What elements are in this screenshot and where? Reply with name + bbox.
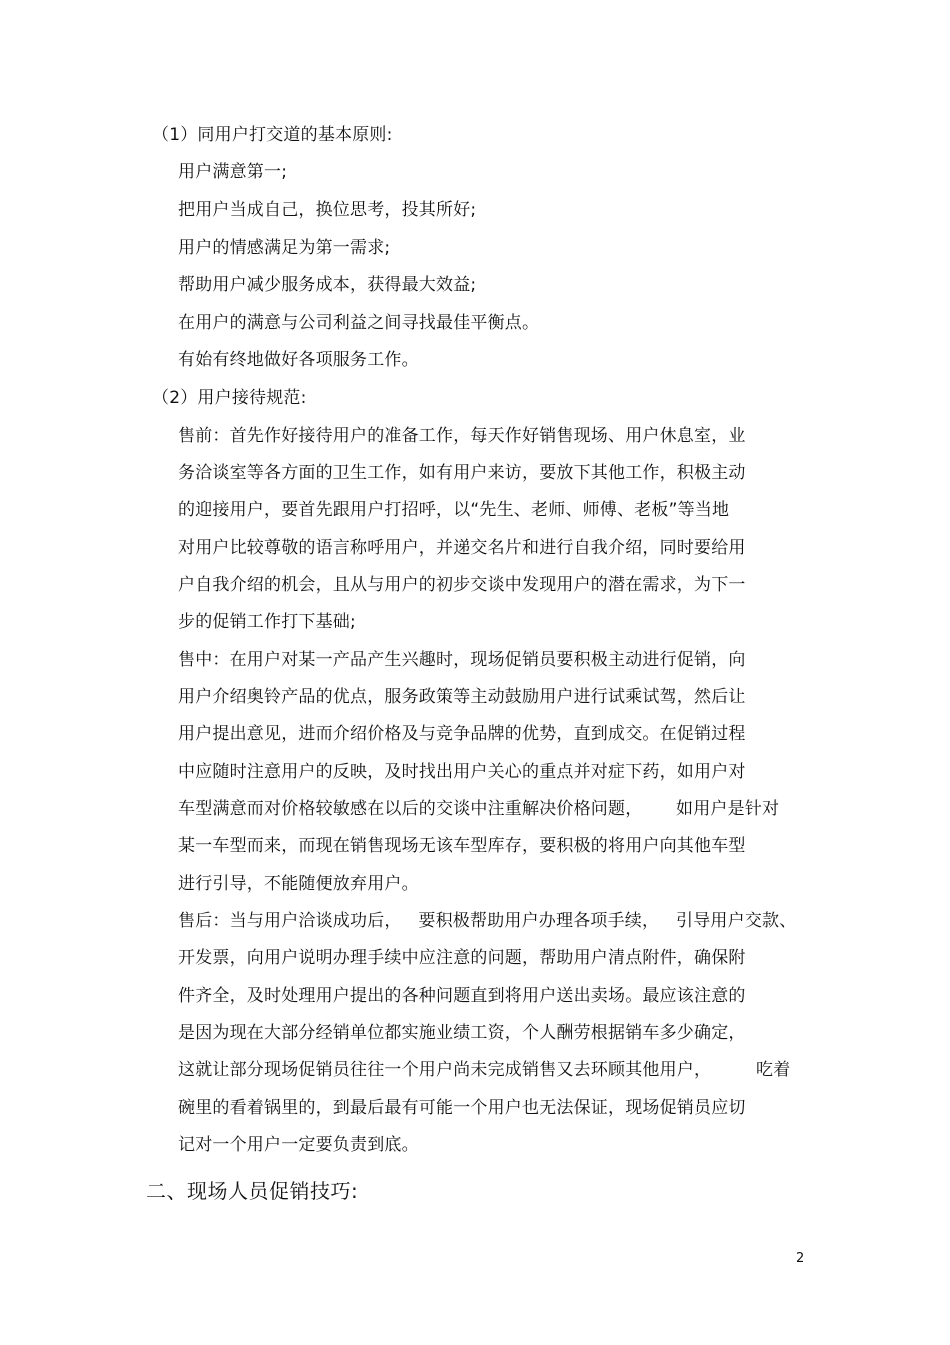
pre-sale-line-4: 对用户比较尊敬的语言称呼用户，并递交名片和进行自我介绍，同时要给用 [178, 538, 746, 558]
principle-item-5: 在用户的满意与公司利益之间寻找最佳平衡点。 [178, 313, 540, 333]
pre-sale-line-6: 步的促销工作打下基础; [178, 612, 356, 632]
in-sale-line-2: 用户介绍奥铃产品的优点，服务政策等主动鼓励用户进行试乘试驾，然后让 [178, 687, 746, 707]
principle-item-4: 帮助用户减少服务成本，获得最大效益; [178, 275, 477, 295]
after-sale-line-5: 这就让部分现场促销员往往一个用户尚未完成销售又去环顾其他用户， 吃着 [178, 1060, 791, 1080]
after-sale-line-2: 开发票，向用户说明办理手续中应注意的问题，帮助用户清点附件，确保附 [178, 948, 746, 968]
pre-sale-line-1: 售前：首先作好接待用户的准备工作，每天作好销售现场、用户休息室，业 [178, 426, 746, 446]
after-sale-line-3: 件齐全，及时处理用户提出的各种问题直到将用户送出卖场。最应该注意的 [178, 986, 746, 1006]
after-sale-line-1: 售后：当与用户洽谈成功后， 要积极帮助用户办理各项手续， 引导用户交款、 [178, 911, 797, 931]
in-sale-line-3: 用户提出意见，进而介绍价格及与竞争品牌的优势，直到成交。在促销过程 [178, 724, 746, 744]
section-heading: 二、现场人员促销技巧: [146, 1179, 359, 1203]
pre-sale-line-3: 的迎接用户，要首先跟用户打招呼，以“先生、老师、师傅、老板”等当地 [178, 500, 730, 520]
pre-sale-line-5: 户自我介绍的机会，且从与用户的初步交谈中发现用户的潜在需求，为下一 [178, 575, 746, 595]
in-sale-line-4: 中应随时注意用户的反映，及时找出用户关心的重点并对症下药，如用户对 [178, 762, 746, 782]
in-sale-line-6: 某一车型而来，而现在销售现场无该车型库存，要积极的将用户向其他车型 [178, 836, 746, 856]
in-sale-line-7: 进行引导，不能随便放弃用户。 [178, 874, 419, 894]
principle-item-6: 有始有终地做好各项服务工作。 [178, 350, 419, 370]
page-number: 2 [796, 1251, 805, 1266]
in-sale-line-5: 车型满意而对价格较敏感在以后的交谈中注重解决价格问题， 如用户是针对 [178, 799, 780, 819]
principle-item-3: 用户的情感满足为第一需求; [178, 238, 391, 258]
after-sale-line-6: 碗里的看着锅里的，到最后最有可能一个用户也无法保证，现场促销员应切 [178, 1098, 746, 1118]
section-2-title: （2）用户接待规范: [152, 388, 307, 408]
pre-sale-line-2: 务洽谈室等各方面的卫生工作，如有用户来访，要放下其他工作，积极主动 [178, 463, 746, 483]
principle-item-1: 用户满意第一; [178, 162, 288, 182]
principle-item-2: 把用户当成自己，换位思考，投其所好; [178, 200, 477, 220]
section-1-title: （1）同用户打交道的基本原则: [152, 125, 393, 145]
in-sale-line-1: 售中：在用户对某一产品产生兴趣时，现场促销员要积极主动进行促销，向 [178, 650, 746, 670]
after-sale-line-7: 记对一个用户一定要负责到底。 [178, 1135, 419, 1155]
after-sale-line-4: 是因为现在大部分经销单位都实施业绩工资，个人酬劳根据销车多少确定， [178, 1023, 746, 1043]
